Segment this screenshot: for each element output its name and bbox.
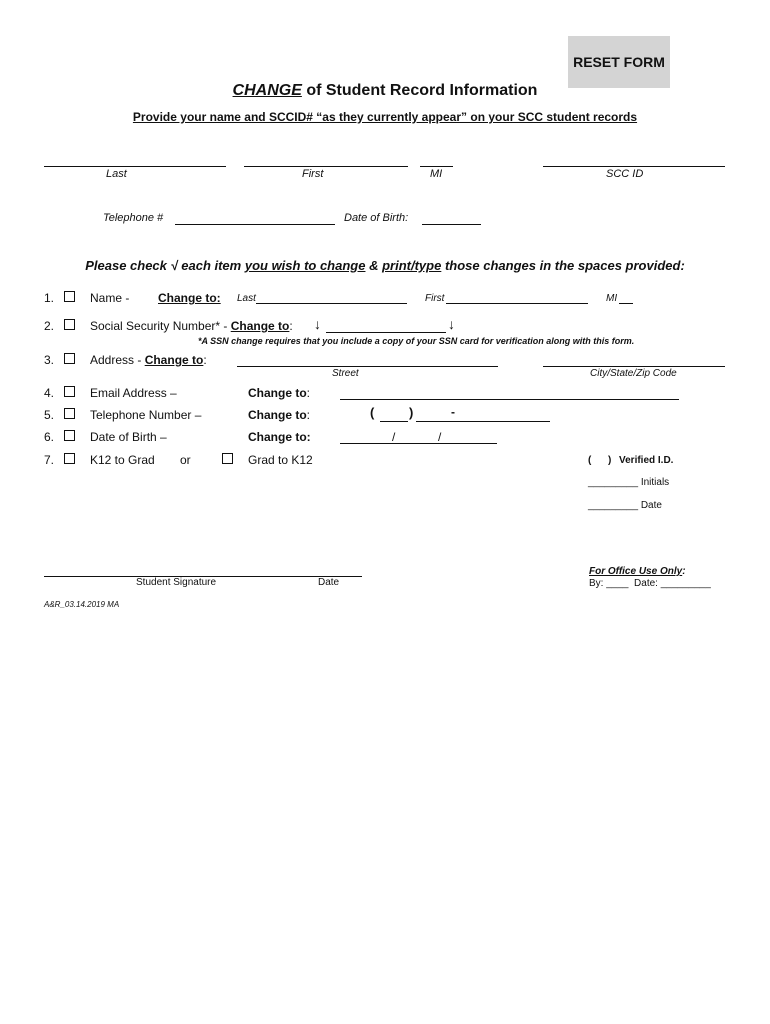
ssn-change-to-label: Change to [230,319,290,333]
current-dob-field[interactable] [422,224,481,225]
ssn-arrow-right-icon: ↓ [448,316,455,332]
email-change-to-label [248,386,310,400]
instruction-part3: & [365,258,383,273]
dob-change-to-label: Change to: [248,430,311,444]
form-title [0,82,770,100]
name-item-label: Name - [90,291,130,305]
student-signature-label: Student Signature [136,577,217,588]
new-dob-field[interactable] [340,443,497,444]
new-first-name-field[interactable] [446,303,588,304]
current-last-name-field[interactable] [44,166,226,167]
email-change-to-colon: : [306,386,311,400]
email-change-to-text: Change to [248,386,307,400]
new-mi-field[interactable] [619,303,633,304]
current-telephone-field[interactable] [175,224,335,225]
footer-code: A&R_03.14.2019 MA [44,600,120,609]
dob-label: Date of Birth: [344,212,409,224]
new-email-field[interactable] [340,399,679,400]
item-3-number: 3. [44,353,55,367]
new-area-code-field[interactable] [380,421,408,422]
dob-slash-2: / [438,430,442,444]
item-2-number: 2. [44,319,55,333]
name-change-checkbox[interactable] [64,291,75,302]
item-5-number: 5. [44,408,55,422]
reset-form-button[interactable]: RESET FORM [568,36,670,88]
instruction-part5: those changes in the spaces provided: [441,258,685,273]
or-label: or [180,453,191,467]
phone-close-paren: ) [409,405,414,420]
title-change-word: CHANGE [232,82,302,99]
telephone-change-to-colon: : [306,408,311,422]
office-by-date-line: By: ____ Date: _________ [589,578,711,589]
city-state-zip-label: City/State/Zip Code [590,368,677,379]
dob-item-label: Date of Birth – [90,430,167,444]
telephone-change-to-label [248,408,310,422]
instruction-part4: print/type [382,258,442,273]
address-change-to-label: Change to [144,353,204,367]
address-change-to-colon: : [203,353,207,367]
k12-to-grad-checkbox[interactable] [64,453,75,464]
email-item-label: Email Address – [90,386,177,400]
form-subtitle: Provide your name and SCCID# “as they currently appear” on your SCC student records [132,110,638,124]
grad-to-k12-label: Grad to K12 [248,453,313,467]
phone-open-paren: ( [370,405,375,420]
email-change-checkbox[interactable] [64,386,75,397]
new-street-field[interactable] [237,366,498,367]
ssn-change-to-colon: : [289,319,293,333]
telephone-change-checkbox[interactable] [64,408,75,419]
verified-open-paren: ( [588,455,592,466]
telephone-item-label: Telephone Number – [90,408,202,422]
verified-close-paren: ) [608,455,612,466]
new-first-label: First [425,293,445,304]
dob-change-checkbox[interactable] [64,430,75,441]
office-use-title-colon: : [682,566,686,577]
item-6-number: 6. [44,430,55,444]
current-mi-field[interactable] [420,166,453,167]
new-last-name-field[interactable] [256,303,407,304]
first-label: First [302,168,324,180]
ssn-change-checkbox[interactable] [64,319,75,330]
new-last-label: Last [237,293,256,304]
current-sccid-field[interactable] [543,166,725,167]
office-use-title [589,566,686,577]
grad-to-k12-checkbox[interactable] [222,453,233,464]
title-rest: of Student Record Information [301,82,538,99]
verified-id-label: Verified I.D. [619,455,674,466]
address-label-text: Address - [90,353,145,367]
dob-slash-1: / [392,430,396,444]
item-4-number: 4. [44,386,55,400]
current-first-name-field[interactable] [244,166,408,167]
last-label: Last [106,168,127,180]
ssn-note: *A SSN change requires that you include a copy of your SSN card for verification along with this form. [198,336,635,346]
ssn-item-label [90,319,293,333]
phone-dash: - [451,405,455,419]
mi-label: MI [430,168,443,180]
address-change-checkbox[interactable] [64,353,75,364]
new-phone-number-field[interactable] [416,421,550,422]
sccid-label: SCC ID [606,168,644,180]
instruction-part2: you wish to change [244,258,366,273]
item-7-number: 7. [44,453,55,467]
ssn-arrow-left-icon: ↓ [314,316,321,332]
new-mi-label: MI [606,293,618,304]
street-label: Street [332,368,359,379]
instruction-heading [0,258,770,273]
k12-to-grad-label: K12 to Grad [90,453,155,467]
office-use-title-text: For Office Use Only [589,566,683,577]
instruction-part1: Please check √ each item [85,258,245,273]
telephone-change-to-text: Change to [248,408,307,422]
name-change-to-label: Change to: [158,291,221,305]
ssn-label-text: Social Security Number* - [90,319,231,333]
initials-line: _________ Initials [588,477,670,488]
signature-date-label: Date [318,577,340,588]
office-date-line: _________ Date [588,500,662,511]
item-1-number: 1. [44,291,55,305]
address-item-label [90,353,207,367]
telephone-label: Telephone # [103,212,164,224]
new-ssn-field[interactable] [326,332,446,333]
new-city-state-zip-field[interactable] [543,366,725,367]
